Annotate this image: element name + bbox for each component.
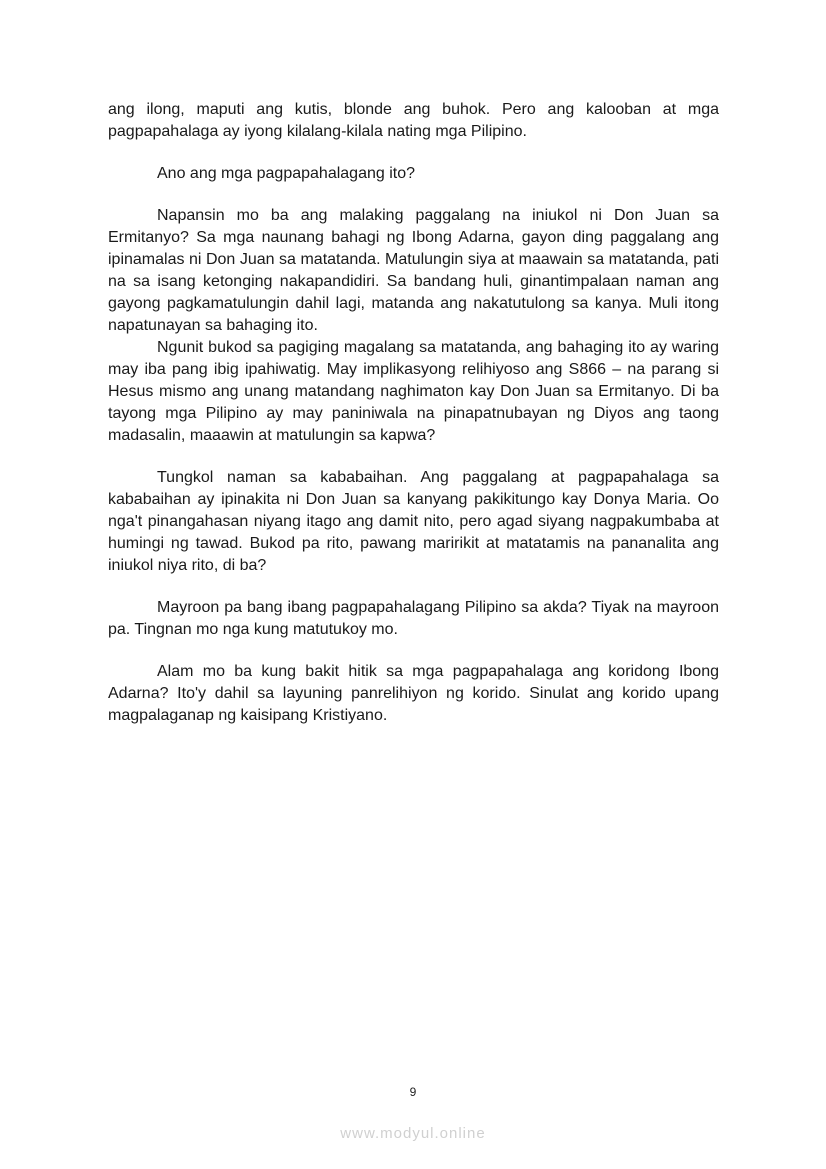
paragraph-women: Tungkol naman sa kababaihan. Ang paggalang at pagpapahalaga sa kababaihan ay ipinakita ni Don Juan sa kanyang pakikitungo kay Donya Maria. Oo nga't pinangahasan niyang itago ang damit nito, pero agad siyang nagpakumbaba at humingi ng tawad. Bukod pa rito, pawang maririkit at matatamis na pananalita ang iniukol niya rito, di ba? [108, 469, 719, 574]
document-body [108, 99, 719, 727]
paragraph-respect-elders: Napansin mo ba ang malaking paggalang na iniukol ni Don Juan sa Ermitanyo? Sa mga naunang bahagi ng Ibong Adarna, gayon ding paggalang ang ipinamalas ni Don Juan sa matatanda. Matulungin siya at maawain sa matatanda, pati na sa isang ketonging nakapandidiri. Sa bandang huli, ginantimpalaan naman ang gayong pagkamatulungin dahil lagi, matanda ang nakatutulong sa kanya. Muli itong napatunayan sa bahaging ito. [108, 207, 719, 334]
paragraph-conclusion: Alam mo ba kung bakit hitik sa mga pagpapahalaga ang koridong Ibong Adarna? Ito'y dahil sa layuning panrelihiyon ng korido. Sinulat ang korido upang magpalaganap ng kaisipang Kristiyano. [108, 663, 719, 724]
paragraph-continuation: ang ilong, maputi ang kutis, blonde ang buhok. Pero ang kalooban at mga pagpapahalaga ay iyong kilalang-kilala nating mga Pilipino. [108, 101, 719, 140]
page-number: 9 [409, 1085, 417, 1099]
watermark: www.modyul.online [340, 1125, 486, 1142]
paragraph-religious-implication: Ngunit bukod sa pagiging magalang sa matatanda, ang bahaging ito ay waring may iba pang ibig ipahiwatig. May implikasyong relihiyoso ang S866 – na parang si Hesus mismo ang unang matandang naghimaton kay Don Juan sa Ermitanyo. Di ba tayong mga Pilipino ay may paniniwala na pinapatnubayan ng Diyos ang taong madasalin, maaawin at matulungin sa kapwa? [108, 339, 719, 444]
paragraph-other-values: Mayroon pa bang ibang pagpapahalagang Pilipino sa akda? Tiyak na mayroon pa. Tingnan mo nga kung matutukoy mo. [108, 599, 719, 638]
paragraph-question: Ano ang mga pagpapahalagang ito? [157, 165, 415, 182]
